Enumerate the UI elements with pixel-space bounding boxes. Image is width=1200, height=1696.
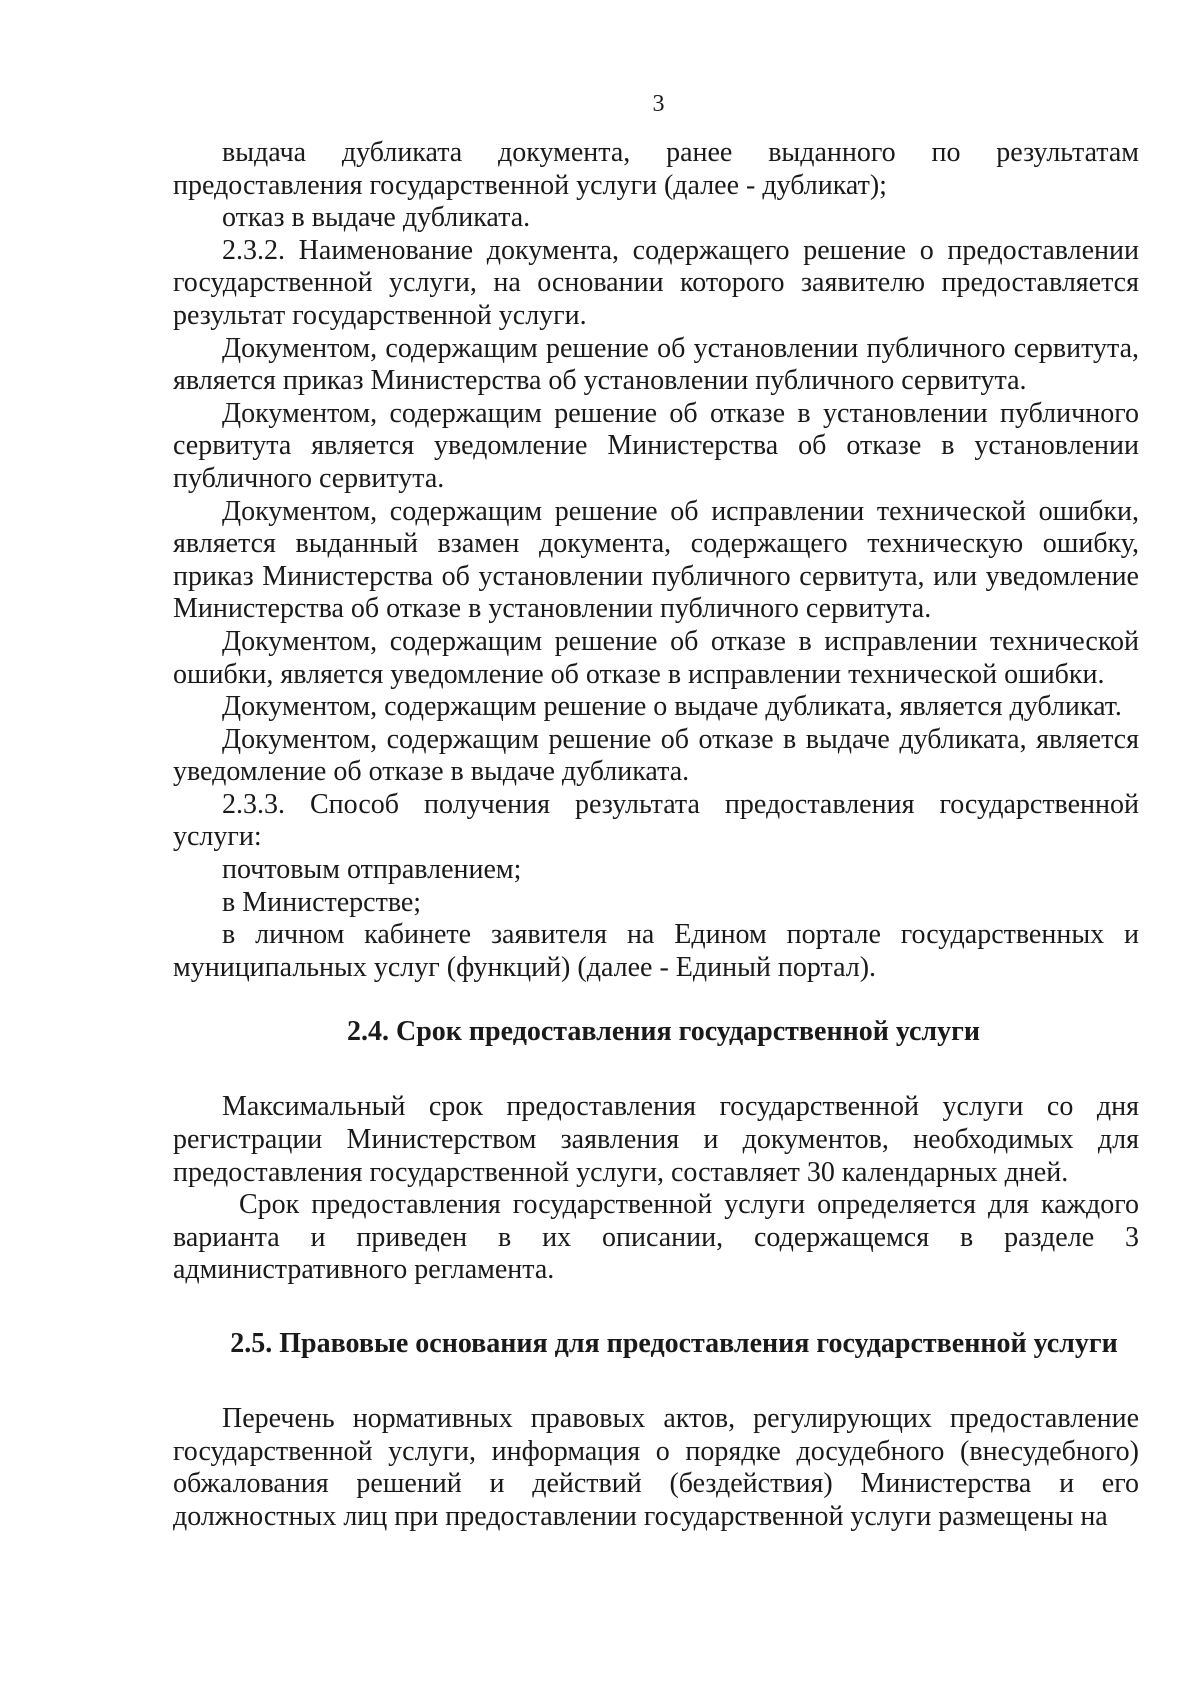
section-2-5 (173, 1403, 1139, 1533)
document-body (173, 137, 1139, 1533)
paragraph: Документом, содержащим решение об отказе в установлении публичного сервитута является уведомление Министерства об отказе в установлении публичного сервитута. (173, 397, 1139, 494)
paragraph: Срок предоставления государственной услуги определяется для каждого варианта и приведен в их описании, содержащемся в разделе 3 административного регламента. (173, 1189, 1139, 1286)
paragraph: Документом, содержащим решение об исправлении технической ошибки, является выданный взамен документа, содержащего техническую ошибку, приказ Министерства об установлении публичного сервитута, или уведомление Министерства об отказе в установлении публичного сервитута. (173, 495, 1139, 625)
list-item: в Министерстве; (222, 886, 422, 918)
paragraph: 2.3.2. Наименование документа, содержащего решение о предоставлении государственной услуги, на основании которого заявителю предоставляется результат государственной услуги. (173, 234, 1139, 331)
paragraph: Документом, содержащим решение об установлении публичного сервитута, является приказ Министерства об установлении публичного сервитута. (173, 332, 1139, 397)
paragraph: Документом, содержащим решение об отказе в исправлении технической ошибки, является уведомление об отказе в исправлении технической ошибки. (173, 625, 1139, 690)
section-2-3-continuation (173, 137, 1139, 984)
paragraph: Документом, содержащим решение о выдаче дубликата, является дубликат. (222, 691, 1122, 723)
paragraph: выдача дубликата документа, ранее выданного по результатам предоставления государственной услуги (далее - дубликат); (173, 137, 1139, 201)
page-number: 3 (652, 91, 665, 117)
list-item: почтовым отправлением; (222, 854, 522, 886)
paragraph: Перечень нормативных правовых актов, регулирующих предоставление государственной услуги, информация о порядке досудебного (внесудебного) обжалования решений и действий (бездействия) Министерства и его должностных лиц при предоставлении государственной услуги размещены на (173, 1403, 1139, 1532)
list-item: в личном кабинете заявителя на Едином портале государственных и муниципальных услуг (функций) (далее - Единый портал). (173, 919, 1139, 983)
paragraph: отказ в выдаче дубликата. (222, 202, 531, 234)
paragraph: 2.3.3. Способ получения результата предоставления государственной услуги: (173, 788, 1139, 853)
section-2-4 (173, 1091, 1139, 1287)
paragraph: Документом, содержащим решение об отказе в выдаче дубликата, является уведомление об отказе в выдаче дубликата. (173, 723, 1139, 788)
section-heading-2-5: 2.5. Правовые основания для предоставления государственной услуги (230, 1328, 1118, 1359)
section-heading-2-4: 2.4. Срок предоставления государственной услуги (347, 1016, 980, 1048)
paragraph: Максимальный срок предоставления государственной услуги со дня регистрации Министерством заявления и документов, необходимых для предоставления государственной услуги, составляет 30 календарных дней. (173, 1091, 1139, 1188)
